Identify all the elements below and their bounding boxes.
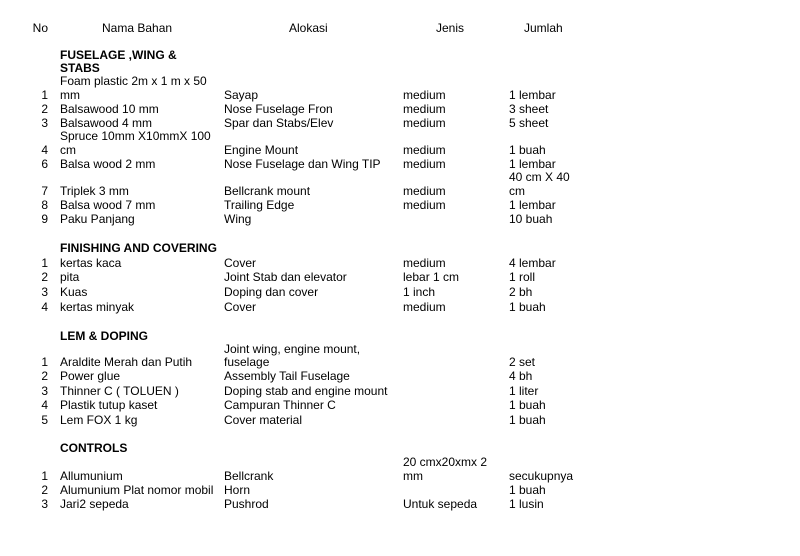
item-no: 4 [41, 398, 48, 412]
item-name: Alumunium Plat nomor mobil [60, 483, 214, 497]
item-no: 7 [41, 184, 48, 198]
item-name: kertas minyak [60, 300, 135, 314]
item-no: 2 [41, 483, 48, 497]
section-title: STABS [60, 61, 100, 75]
item-quantity: 1 lembar [509, 88, 556, 102]
item-no: 2 [41, 102, 48, 116]
item-type: medium [403, 198, 446, 212]
item-allocation: Wing [224, 212, 252, 226]
item-no: 2 [41, 270, 48, 284]
item-quantity: cm [509, 184, 525, 198]
header-alokasi: Alokasi [289, 21, 328, 35]
item-allocation: Spar dan Stabs/Elev [224, 116, 334, 130]
item-allocation: Horn [224, 483, 251, 497]
section-title: CONTROLS [60, 441, 128, 455]
item-name: Spruce 10mm X10mmX 100 [60, 129, 211, 143]
item-no: 2 [41, 369, 48, 383]
section-title: FINISHING AND COVERING [60, 241, 217, 255]
item-no: 5 [41, 413, 48, 427]
item-name: Power glue [60, 369, 121, 383]
item-name: Kuas [60, 285, 88, 299]
item-allocation: Joint wing, engine mount, [224, 342, 361, 356]
item-quantity: 1 liter [509, 384, 539, 398]
item-name: pita [60, 270, 80, 284]
item-type: medium [403, 116, 446, 130]
item-allocation: Cover material [224, 413, 303, 427]
item-no: 9 [41, 212, 48, 226]
item-type: medium [403, 102, 446, 116]
item-type: lebar 1 cm [403, 270, 460, 284]
item-name: Paku Panjang [60, 212, 135, 226]
item-no: 4 [41, 300, 48, 314]
item-quantity: secukupnya [509, 469, 574, 483]
item-quantity: 1 buah [509, 483, 546, 497]
item-allocation: Cover [224, 300, 257, 314]
item-allocation: Campuran Thinner C [224, 398, 336, 412]
item-quantity: 1 buah [509, 300, 546, 314]
item-quantity: 4 bh [509, 369, 533, 383]
item-quantity: 1 buah [509, 413, 546, 427]
item-no: 1 [41, 469, 48, 483]
item-no: 1 [41, 256, 48, 270]
item-allocation: Assembly Tail Fuselage [224, 369, 350, 383]
item-name: Lem FOX 1 kg [60, 413, 138, 427]
item-quantity: 3 sheet [509, 102, 549, 116]
item-type: medium [403, 143, 446, 157]
item-allocation: fuselage [224, 355, 270, 369]
item-quantity: 1 lembar [509, 198, 556, 212]
item-name: Balsa wood 2 mm [60, 157, 156, 171]
item-name: Balsawood 4 mm [60, 116, 153, 130]
item-name: Araldite Merah dan Putih [60, 355, 193, 369]
item-quantity: 1 lembar [509, 157, 556, 171]
item-allocation: Joint Stab dan elevator [224, 270, 347, 284]
item-name: Balsa wood 7 mm [60, 198, 156, 212]
item-name: mm [60, 88, 80, 102]
header-no: No [32, 21, 48, 35]
item-allocation: Engine Mount [224, 143, 299, 157]
item-no: 3 [41, 497, 48, 511]
item-type: medium [403, 157, 446, 171]
item-no: 1 [41, 355, 48, 369]
item-allocation: Nose Fuselage dan Wing TIP [224, 157, 381, 171]
item-quantity: 10 buah [509, 212, 553, 226]
item-allocation: Sayap [224, 88, 259, 102]
item-quantity: 1 buah [509, 143, 546, 157]
item-name: Balsawood 10 mm [60, 102, 159, 116]
item-allocation: Doping stab and engine mount [224, 384, 388, 398]
item-type: medium [403, 300, 446, 314]
item-allocation: Doping dan cover [224, 285, 319, 299]
item-no: 8 [41, 198, 48, 212]
item-quantity: 4 lembar [509, 256, 556, 270]
section-title: LEM & DOPING [60, 329, 149, 343]
item-name: Jari2 sepeda [60, 497, 129, 511]
item-type: medium [403, 88, 446, 102]
header-jumlah: Jumlah [524, 21, 563, 35]
item-type: 20 cmx20xmx 2 [403, 455, 488, 469]
item-allocation: Bellcrank [224, 469, 274, 483]
item-name: cm [60, 143, 76, 157]
item-allocation: Nose Fuselage Fron [224, 102, 333, 116]
item-no: 4 [41, 143, 48, 157]
item-type: Untuk sepeda [403, 497, 478, 511]
item-quantity: 2 set [509, 355, 536, 369]
item-no: 1 [41, 88, 48, 102]
item-quantity: 40 cm X 40 [509, 170, 570, 184]
section-title: FUSELAGE ,WING & [60, 48, 177, 62]
item-type: medium [403, 256, 446, 270]
item-allocation: Bellcrank mount [224, 184, 311, 198]
item-name: Triplek 3 mm [60, 184, 129, 198]
item-quantity: 1 lusin [509, 497, 544, 511]
item-type: 1 inch [403, 285, 436, 299]
item-type: medium [403, 184, 446, 198]
item-allocation: Pushrod [224, 497, 269, 511]
item-no: 3 [41, 384, 48, 398]
item-quantity: 1 roll [509, 270, 536, 284]
header-nama-bahan: Nama Bahan [102, 21, 173, 35]
item-name: kertas kaca [60, 256, 122, 270]
item-name: Thinner C ( TOLUEN ) [60, 384, 179, 398]
item-name: Plastik tutup kaset [60, 398, 158, 412]
item-quantity: 2 bh [509, 285, 533, 299]
item-no: 3 [41, 285, 48, 299]
item-no: 6 [41, 157, 48, 171]
item-allocation: Cover [224, 256, 257, 270]
item-name: Foam plastic 2m x 1 m x 50 [60, 74, 207, 88]
header-jenis: Jenis [436, 21, 465, 35]
item-name: Allumunium [60, 469, 123, 483]
item-quantity: 1 buah [509, 398, 546, 412]
item-type: mm [403, 469, 423, 483]
item-no: 3 [41, 116, 48, 130]
item-allocation: Trailing Edge [224, 198, 295, 212]
item-quantity: 5 sheet [509, 116, 549, 130]
